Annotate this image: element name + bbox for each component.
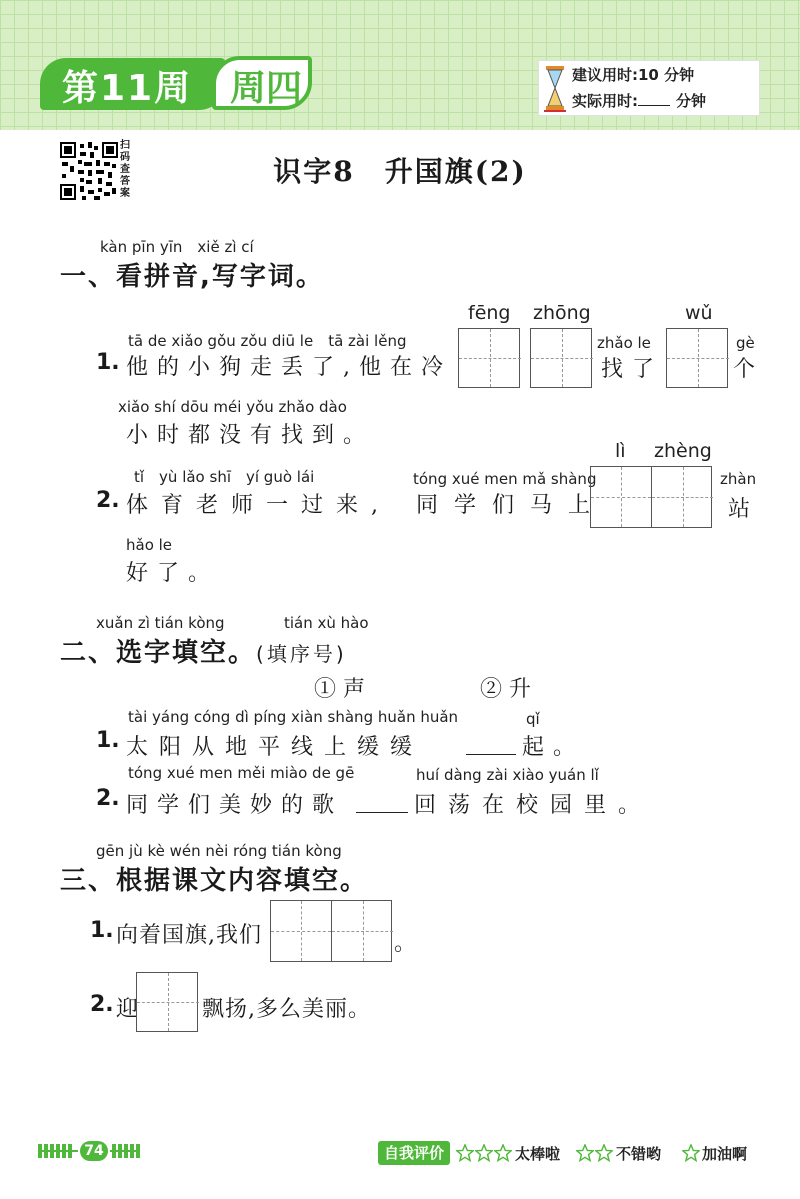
section2-heading-text: 二、选字填空。 (60, 638, 257, 668)
s2q1-pinyin: tài yáng cóng dì píng xiàn shàng huǎn huǎn (128, 708, 459, 726)
s1q1-writing-box-2[interactable] (530, 328, 592, 388)
s1q1-number: 1. (96, 350, 120, 375)
s1q1-writing-box-3[interactable] (666, 328, 728, 388)
s1q2-writing-box[interactable] (590, 466, 712, 528)
hourglass-icon (544, 66, 566, 112)
page-number: 74 (80, 1141, 108, 1161)
s1q2-number: 2. (96, 488, 120, 513)
s2q2-number: 2. (96, 786, 120, 811)
s2q1-pinyin-b: qǐ (526, 710, 540, 728)
s1q1-pinyin-line2: xiǎo shí dōu méi yǒu zhǎo dào (118, 398, 347, 416)
section1-pinyin: kàn pīn yīn xiě zì cí (100, 238, 254, 256)
eval-great: 太棒啦 (515, 1145, 561, 1163)
s2q1-answer-blank[interactable] (466, 754, 516, 755)
s1q1-text-b: 找了 (601, 357, 664, 382)
choice-2: ② 升 (480, 677, 531, 702)
s1q2-text-b: 同学们马上 (416, 493, 607, 518)
qr-label: 扫码查答案 (120, 140, 130, 199)
s1q2-box-pinyin-1: lì (615, 440, 626, 462)
s2q2-answer-blank[interactable] (356, 812, 408, 813)
star-icon[interactable] (576, 1144, 594, 1162)
s3q1-text-a: 向着国旗,我们 (116, 923, 262, 948)
suggested-time-value: 10 分钟 (638, 66, 695, 84)
s1q2-text-a: 体育老师一过来, (126, 493, 391, 518)
s1q1-text-a: 他的小狗走丢了,他在冷 (126, 355, 452, 380)
suggested-time-label: 建议用时: (572, 66, 638, 84)
actual-time (572, 90, 706, 111)
s3q1-writing-box[interactable] (270, 900, 392, 962)
s1q1-box1-pinyin: fēng (468, 302, 511, 324)
eval-keep-going: 加油啊 (702, 1145, 748, 1163)
s3q2-writing-box[interactable] (136, 972, 198, 1032)
s1q2-text-c: 站 (728, 497, 760, 522)
s1q1-pinyin-c: gè (736, 334, 755, 352)
day-label: 周四 (230, 68, 303, 109)
suggested-time (572, 64, 694, 85)
s1q1-pinyin-b: zhǎo le (597, 334, 651, 352)
star-icon[interactable] (475, 1144, 493, 1162)
s3q1-text-b: 。 (394, 931, 426, 956)
s2q2-pinyin-b: huí dàng zài xiào yuán lǐ (416, 766, 599, 784)
section3-pinyin: gēn jù kè wén nèi róng tián kòng (96, 842, 342, 860)
actual-time-label: 实际用时: (572, 92, 638, 110)
section1-heading: 一、看拼音,写字词。 (60, 262, 324, 292)
section2-pinyin-b: tián xù hào (284, 614, 369, 632)
s3q2-number: 2. (90, 992, 114, 1017)
section2-sub: (填序号) (256, 642, 347, 666)
section2-pinyin-a: xuǎn zì tián kòng (96, 614, 225, 632)
s1q2-pinyin-b: tóng xué men mǎ shàng (413, 470, 597, 488)
s1q2-text-line2: 好了。 (126, 561, 220, 586)
s1q1-writing-box-1[interactable] (458, 328, 520, 388)
week-label: 第11周 (62, 68, 193, 109)
choice-1: ① 声 (314, 677, 365, 702)
section2-heading (60, 632, 347, 669)
s1q1-pinyin-a: tā de xiǎo gǒu zǒu diū le tā zài lěng (128, 332, 407, 350)
actual-time-unit: 分钟 (676, 92, 707, 110)
s3q2-text-a: 迎 (116, 997, 148, 1022)
star-icon[interactable] (682, 1144, 700, 1162)
s2q1-text-b: 起。 (522, 735, 585, 760)
s2q2-text-a: 同学们美妙的歌 (126, 793, 344, 818)
s1q2-box-pinyin-2: zhèng (654, 440, 712, 462)
s1q2-pinyin-line2: hǎo le (126, 536, 173, 554)
s3q1-number: 1. (90, 918, 114, 943)
eval-good: 不错哟 (616, 1145, 662, 1163)
s3q2-text-b: 飘扬,多么美丽。 (202, 997, 371, 1022)
star-icon[interactable] (494, 1144, 512, 1162)
s2q2-text-b: 回荡在校园里。 (414, 793, 653, 818)
s1q1-box2-pinyin: zhōng (533, 302, 591, 324)
s1q2-pinyin-a: tǐ yù lǎo shī yí guò lái (134, 468, 315, 486)
s1q1-box3-pinyin: wǔ (685, 302, 713, 324)
s2q1-text-a: 太阳从地平线上缓缓 (126, 735, 424, 760)
s1q1-text-c: 个 (733, 357, 765, 382)
s1q1-text-line2: 小时都没有找到。 (126, 423, 375, 448)
star-icon[interactable] (456, 1144, 474, 1162)
actual-time-blank[interactable] (638, 94, 670, 106)
page-title: 识字8 升国旗(2) (273, 155, 527, 188)
section3-heading: 三、根据课文内容填空。 (60, 866, 369, 896)
s2q1-number: 1. (96, 728, 120, 753)
self-eval-label: 自我评价 (378, 1141, 450, 1165)
s1q2-pinyin-c: zhàn (720, 470, 757, 488)
s2q2-pinyin: tóng xué men měi miào de gē (128, 764, 355, 782)
star-icon[interactable] (595, 1144, 613, 1162)
